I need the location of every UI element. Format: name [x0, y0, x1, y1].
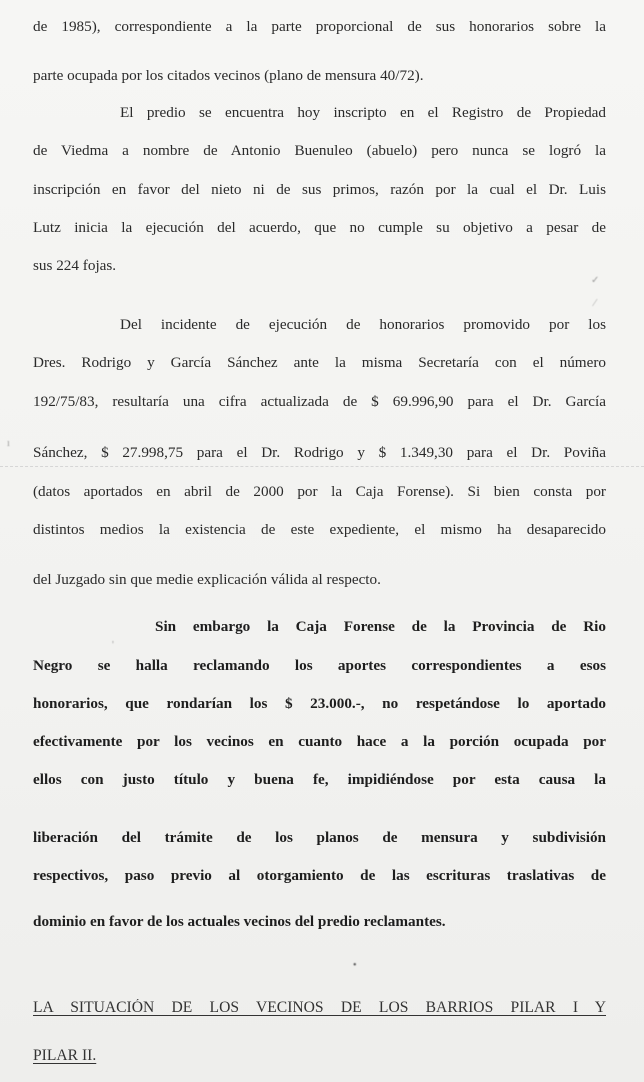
- paragraph-3-line-3: 192/75/83, resultaría una cifra actualizada de $ 69.996,90 para el Dr. García: [33, 393, 606, 410]
- paragraph-4-line-4: efectivamente por los vecinos en cuanto hace a la porción ocupada por: [33, 733, 606, 750]
- paragraph-4-line-1: Sin embargo la Caja Forense de la Provincia de Rio: [155, 618, 606, 635]
- paragraph-2-line-2: de Viedma a nombre de Antonio Buenuleo (abuelo) pero nunca se logró la: [33, 142, 606, 159]
- paragraph-3-line-5: (datos aportados en abril de 2000 por la Caja Forense). Si bien consta por: [33, 483, 606, 500]
- paragraph-4-line-2: Negro se halla reclamando los aportes correspondientes a esos: [33, 657, 606, 674]
- paragraph-4-line-6: liberación del trámite de los planos de mensura y subdivisión: [33, 829, 606, 846]
- scan-artifact-line: [0, 466, 644, 467]
- paragraph-3-line-1: Del incidente de ejecución de honorarios promovido por los: [120, 316, 606, 333]
- pen-mark-icon: ⁄: [594, 298, 596, 309]
- paragraph-3-line-2: Dres. Rodrigo y García Sánchez ante la misma Secretaría con el número: [33, 354, 606, 371]
- paragraph-4-line-3: honorarios, que rondarían los $ 23.000.-, no respetándose lo aportado: [33, 695, 606, 712]
- paragraph-2-line-4: Lutz inicia la ejecución del acuerdo, que no cumple su objetivo a pesar de: [33, 219, 606, 236]
- paragraph-4-line-8: dominio en favor de los actuales vecinos del predio reclamantes.: [33, 913, 446, 930]
- paragraph-2-line-3: inscripción en favor del nieto ni de sus primos, razón por la cual el Dr. Luis: [33, 181, 606, 198]
- paragraph-1-line-1: de 1985), correspondiente a la parte proporcional de sus honorarios sobre la: [33, 18, 606, 35]
- paragraph-4-line-5: ellos con justo título y buena fe, impidiéndose por esta causa la: [33, 771, 606, 788]
- pen-mark-icon: ✓: [591, 275, 600, 286]
- paragraph-3-line-7: del Juzgado sin que medie explicación válida al respecto.: [33, 571, 381, 588]
- paragraph-3-line-4: Sánchez, $ 27.998,75 para el Dr. Rodrigo y $ 1.349,30 para el Dr. Poviña: [33, 444, 606, 461]
- section-heading-line-1: LA SITUACIÓN DE LOS VECINOS DE LOS BARRIOS PILAR I Y: [33, 999, 606, 1016]
- scan-speck-icon: ': [112, 640, 114, 651]
- paragraph-1-line-2: parte ocupada por los citados vecinos (plano de mensura 40/72).: [33, 67, 424, 84]
- paragraph-3-line-6: distintos medios la existencia de este expediente, el mismo ha desaparecido: [33, 521, 606, 538]
- paragraph-4-line-7: respectivos, paso previo al otorgamiento de las escrituras traslativas de: [33, 867, 606, 884]
- scan-speck-icon: •: [353, 960, 357, 971]
- paragraph-2-line-5: sus 224 fojas.: [33, 257, 117, 274]
- paragraph-2-line-1: El predio se encuentra hoy inscripto en el Registro de Propiedad: [120, 104, 606, 121]
- section-heading-line-2: PILAR II.: [33, 1047, 97, 1064]
- scan-speck-icon: ı: [7, 438, 10, 449]
